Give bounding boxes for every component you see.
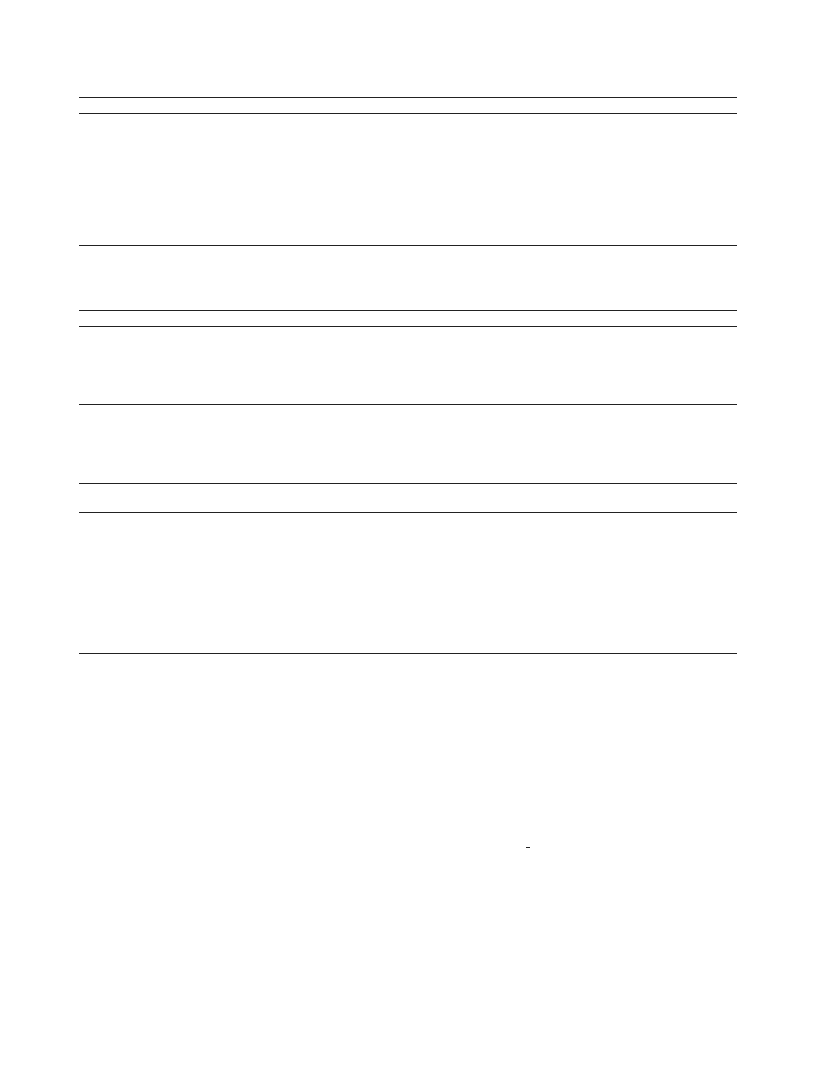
table2-column-header xyxy=(79,313,229,326)
table2-cell xyxy=(559,326,687,331)
equation-2 xyxy=(526,841,530,853)
table1-column-header xyxy=(344,100,464,113)
table3-bottom-rule xyxy=(79,653,737,654)
running-header xyxy=(79,40,737,56)
table2-cell xyxy=(79,326,229,331)
table2-column-header xyxy=(439,313,559,326)
table1-cell xyxy=(574,113,689,118)
table1-cell xyxy=(344,113,464,118)
table1-cell xyxy=(689,113,737,118)
table3-top-rule xyxy=(79,483,737,484)
table2-row xyxy=(79,326,737,331)
table2-column-header xyxy=(559,313,687,326)
table2-header-row xyxy=(79,313,737,326)
table1-column-header xyxy=(79,100,259,113)
equation-2-fraction xyxy=(526,847,530,848)
table2-cell xyxy=(439,326,559,331)
table1-header-row xyxy=(79,100,737,113)
table2 xyxy=(79,313,737,331)
table1-column-header xyxy=(574,100,689,113)
table1-column-header xyxy=(464,100,574,113)
table2-bottom-rule xyxy=(79,404,737,405)
table1 xyxy=(79,100,737,118)
table2-top-rule xyxy=(79,310,737,311)
table2-cell xyxy=(687,326,737,331)
equation-2-numerator xyxy=(526,847,530,848)
table1-column-header xyxy=(259,100,344,113)
table1-column-header xyxy=(689,100,737,113)
table1-cell xyxy=(79,113,259,118)
table2-column-header xyxy=(687,313,737,326)
table2-cell xyxy=(324,326,439,331)
table1-cell xyxy=(259,113,344,118)
table2-column-header xyxy=(229,313,324,326)
table3-header-rule xyxy=(79,512,737,513)
table1-bottom-rule xyxy=(79,245,737,246)
table2-column-header xyxy=(324,313,439,326)
table1-cell xyxy=(464,113,574,118)
table2-cell xyxy=(229,326,324,331)
table1-row xyxy=(79,113,737,118)
table1-top-rule xyxy=(79,97,737,98)
